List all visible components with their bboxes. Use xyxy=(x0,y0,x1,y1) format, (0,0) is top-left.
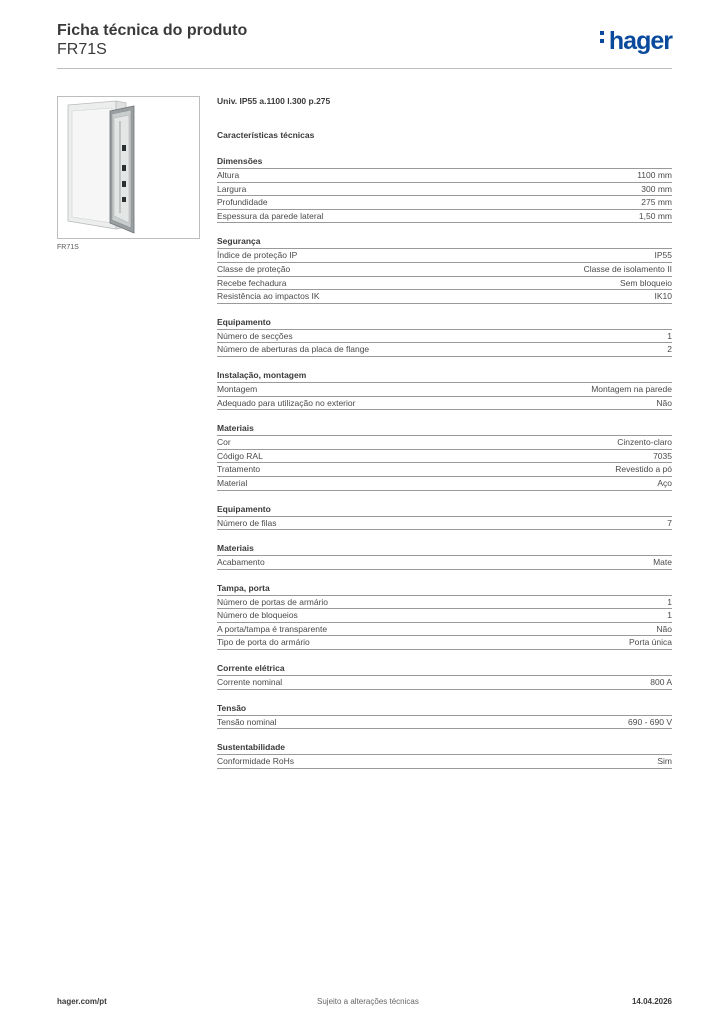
spec-value: 275 mm xyxy=(641,197,672,208)
spec-label: Cor xyxy=(217,437,231,448)
spec-label: A porta/tampa é transparente xyxy=(217,623,328,634)
spec-value: 7 xyxy=(667,517,672,528)
spec-row xyxy=(217,676,672,690)
footer-notice: Sujeito a alterações técnicas xyxy=(317,997,419,1006)
spec-value: IP55 xyxy=(654,250,672,261)
spec-row xyxy=(217,290,672,304)
spec-value: 1,50 mm xyxy=(638,210,672,221)
spec-value: 1 xyxy=(667,610,672,621)
spec-row xyxy=(217,596,672,610)
spec-value: Cinzento-claro xyxy=(617,437,672,448)
spec-label: Número de secções xyxy=(217,330,293,341)
section-title: Equipamento xyxy=(217,316,672,330)
spec-row xyxy=(217,383,672,397)
spec-label: Largura xyxy=(217,183,247,194)
spec-value: 1100 mm xyxy=(637,170,672,180)
spec-label: Tratamento xyxy=(217,464,261,475)
spec-label: Número de bloqueios xyxy=(217,610,298,621)
spec-row xyxy=(217,463,672,477)
footer-website: hager.com/pt xyxy=(57,997,107,1006)
spec-label: Corrente nominal xyxy=(217,677,283,688)
spec-row xyxy=(217,343,672,357)
product-image-caption: FR71S xyxy=(57,244,79,251)
spec-value: Revestido a pó xyxy=(615,464,672,475)
spec-row xyxy=(217,436,672,450)
spec-label: Acabamento xyxy=(217,557,265,568)
spec-label: Número de filas xyxy=(217,517,277,528)
spec-value: Porta única xyxy=(629,637,672,648)
spec-value: Sem bloqueio xyxy=(620,277,672,288)
spec-sections xyxy=(217,155,672,769)
page-footer xyxy=(57,997,672,1009)
spec-label: Conformidade RoHs xyxy=(217,756,295,767)
spec-label: Código RAL xyxy=(217,450,263,461)
product-code: FR71S xyxy=(57,41,107,58)
page-header xyxy=(57,20,672,70)
header-divider xyxy=(57,68,672,69)
section-title: Dimensões xyxy=(217,155,672,169)
hager-logo xyxy=(609,27,672,56)
spec-value: 1 xyxy=(667,330,672,341)
spec-value: 2 xyxy=(667,344,672,355)
section-title: Segurança xyxy=(217,235,672,249)
spec-label: Espessura da parede lateral xyxy=(217,210,324,221)
spec-label: Montagem xyxy=(217,383,258,394)
section-title: Instalação, montagem xyxy=(217,369,672,383)
spec-value: Montagem na parede xyxy=(591,383,672,394)
spec-label: Índice de proteção IP xyxy=(217,250,298,261)
spec-row xyxy=(217,623,672,637)
spec-row xyxy=(217,609,672,623)
spec-label: Classe de proteção xyxy=(217,263,291,274)
spec-value: Aço xyxy=(657,477,672,488)
spec-label: Tensão nominal xyxy=(217,716,277,727)
spec-row xyxy=(217,477,672,491)
spec-value: Sim xyxy=(657,756,672,767)
spec-row xyxy=(217,249,672,263)
product-image xyxy=(57,96,200,239)
spec-label: Número de portas de armário xyxy=(217,596,329,607)
cabinet-image-icon xyxy=(58,97,199,238)
spec-label: Profundidade xyxy=(217,197,268,208)
spec-value: 1 xyxy=(667,596,672,607)
section-title: Equipamento xyxy=(217,503,672,517)
section-title: Corrente elétrica xyxy=(217,662,672,676)
logo-dots-icon xyxy=(600,31,605,47)
spec-label: Resistência ao impactos IK xyxy=(217,291,320,302)
spec-row xyxy=(217,636,672,650)
spec-label: Tipo de porta do armário xyxy=(217,637,310,648)
document-title: Ficha técnica do produto xyxy=(57,22,248,39)
spec-value: 800 A xyxy=(650,677,672,688)
spec-row xyxy=(217,716,672,730)
section-title: Materiais xyxy=(217,422,672,436)
spec-value: Não xyxy=(656,397,672,408)
section-title: Tensão xyxy=(217,702,672,716)
section-title: Materiais xyxy=(217,542,672,556)
spec-row xyxy=(217,397,672,411)
spec-value: Mate xyxy=(653,557,672,568)
spec-row xyxy=(217,755,672,769)
spec-row xyxy=(217,263,672,277)
section-title: Sustentabilidade xyxy=(217,741,672,755)
spec-row xyxy=(217,196,672,210)
spec-label: Adequado para utilização no exterior xyxy=(217,397,356,408)
spec-value: 690 - 690 V xyxy=(628,716,672,727)
section-title: Tampa, porta xyxy=(217,582,672,596)
logo-text: hager xyxy=(608,27,672,55)
specs-title: Características técnicas xyxy=(217,130,315,140)
spec-value: 300 mm xyxy=(641,183,672,194)
spec-value: Classe de isolamento II xyxy=(583,263,672,274)
footer-date: 14.04.2026 xyxy=(631,997,672,1006)
spec-row xyxy=(217,169,672,183)
spec-label: Recebe fechadura xyxy=(217,277,287,288)
spec-row xyxy=(217,183,672,197)
spec-label: Material xyxy=(217,477,248,488)
spec-row xyxy=(217,556,672,570)
spec-value: 7035 xyxy=(653,450,672,461)
product-name: Univ. IP55 a.1100 l.300 p.275 xyxy=(217,96,331,106)
specifications xyxy=(217,95,672,769)
spec-label: Número de aberturas da placa de flange xyxy=(217,344,370,355)
spec-row xyxy=(217,517,672,531)
spec-row xyxy=(217,277,672,291)
spec-row xyxy=(217,450,672,464)
spec-label: Altura xyxy=(217,170,240,180)
spec-value: Não xyxy=(656,623,672,634)
spec-value: IK10 xyxy=(654,291,672,302)
spec-row xyxy=(217,330,672,344)
spec-row xyxy=(217,210,672,224)
